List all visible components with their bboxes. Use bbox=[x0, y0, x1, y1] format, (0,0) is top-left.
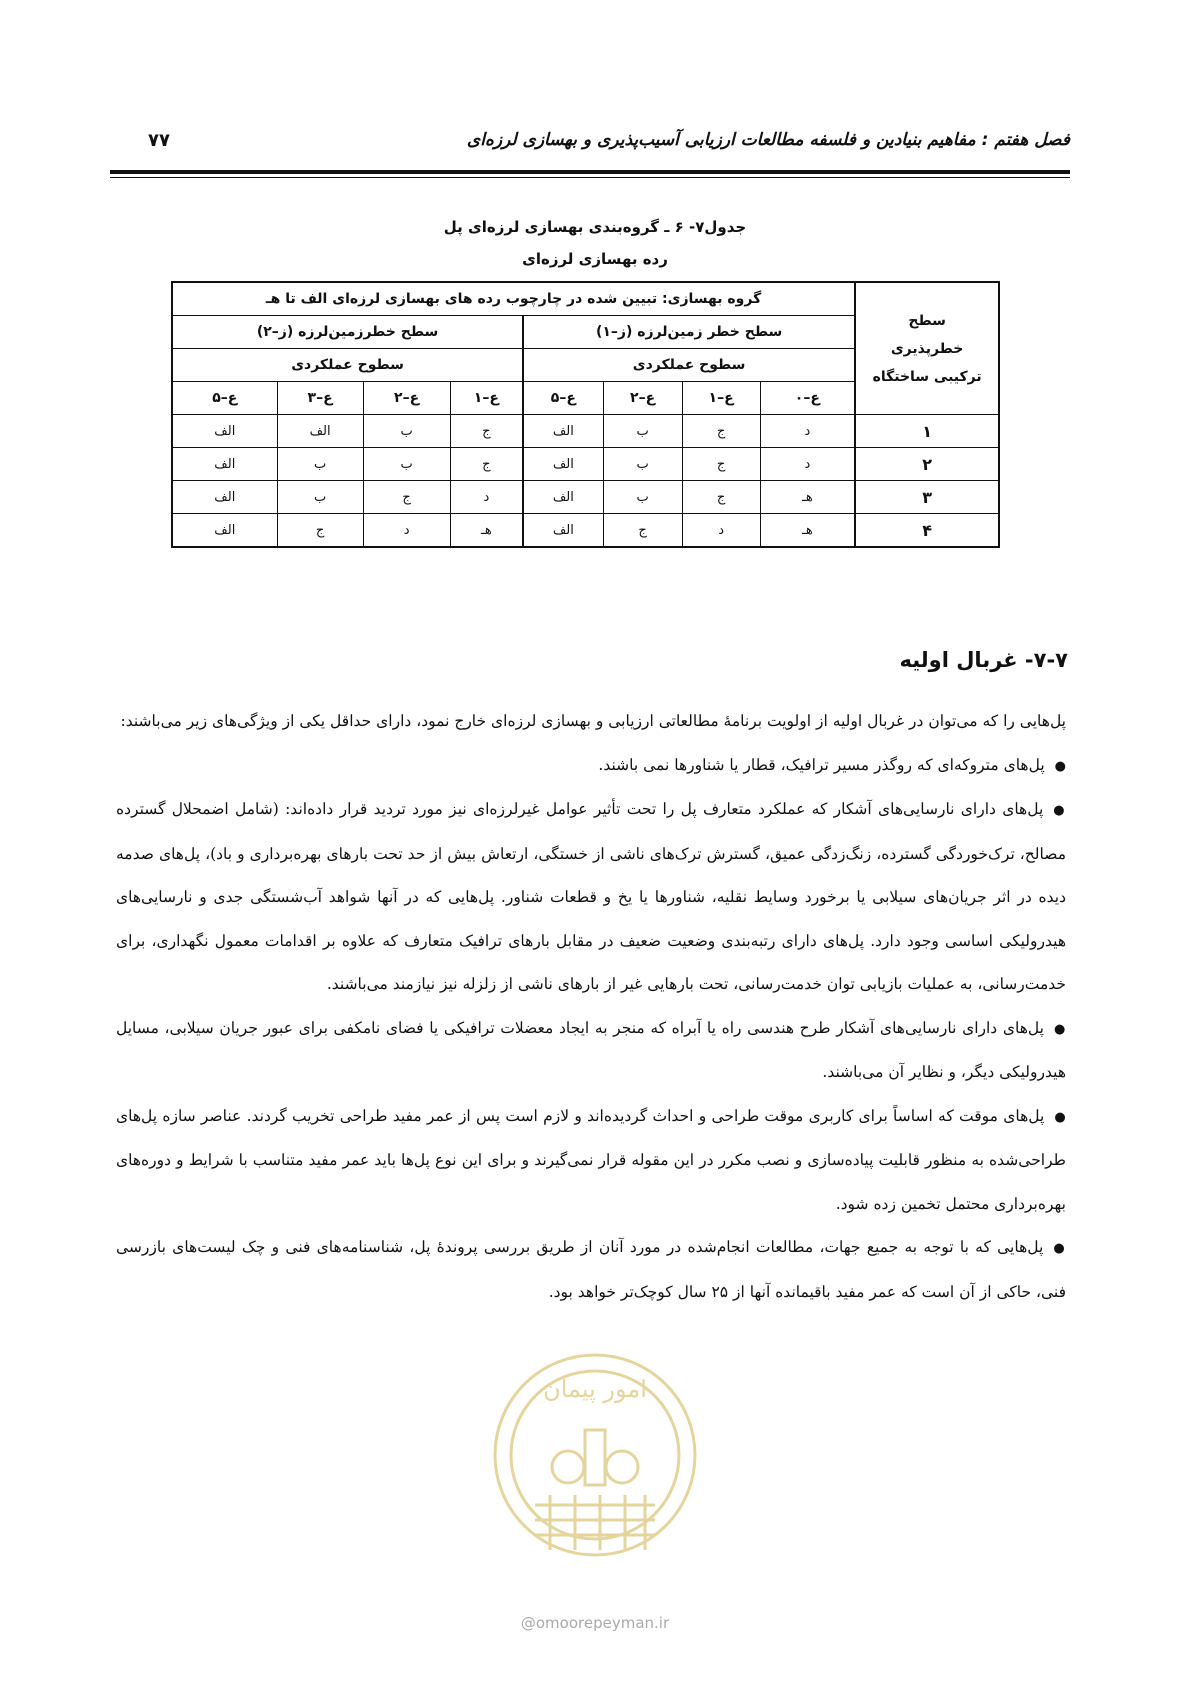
col-header: ع–۲ bbox=[603, 382, 682, 415]
table-row bbox=[172, 514, 999, 548]
col-header: ع–۱ bbox=[682, 382, 760, 415]
list-item-text: پل‌های موقت که اساساً برای کاربری موقت طراحی و احداث گردیده‌اند و لازم است پس از عمر مفید طراحی تخریب گردند. عناصر سازه پل‌های طراحی‌شده به منظور قابلیت پیاده‌سازی و نصب مکرر در این مقوله قرار نمی‌گیرند و برای این نوع پل‌ها باید عمر مفید متناسب با شرایط و دوره‌های بهره‌برداری محتمل تخمین زده شود. bbox=[116, 1106, 1066, 1213]
table-cell: هـ bbox=[760, 514, 855, 548]
list-item bbox=[116, 744, 1066, 789]
watermark-url: @omoorepeyman.ir bbox=[520, 1614, 670, 1632]
bullet-icon: ● bbox=[1054, 758, 1066, 774]
table-cell: د bbox=[363, 514, 450, 548]
table-cell: الف bbox=[277, 415, 363, 448]
row-header-line-2: خطرپذیری bbox=[890, 340, 964, 357]
table-cell: د bbox=[760, 415, 855, 448]
list-item-text: پل‌های دارای نارسایی‌های آشکار طرح هندسی راه یا آبراه که منجر به ایجاد معضلات ترافیکی یا فضای نامکفی برای عبور جریان سیلابی، مسایل هیدرولیکی دیگر، و نظایر آن می‌باشند. bbox=[116, 1018, 1066, 1081]
table-cell: ج bbox=[450, 448, 523, 481]
hazard-level-1-header: سطح خطر زمین‌لرزه (ز–۱) bbox=[523, 316, 855, 349]
watermark-logo bbox=[480, 1335, 710, 1635]
group-header: گروه بهسازی: تبیین شده در چارچوب رده های بهسازی لرزه‌ای الف تا هـ bbox=[172, 282, 855, 316]
row-header-line-1: سطح bbox=[908, 312, 946, 329]
table-cell: ج bbox=[450, 415, 523, 448]
retrofit-category-table bbox=[171, 281, 1000, 548]
intro-paragraph: پل‌هایی را که می‌توان در غربال اولیه از اولویت برنامهٔ مطالعاتی ارزیابی و بهسازی لرزه‌ای خارج نمود، دارای حداقل یکی از ویژگی‌های زیر می‌باشند: bbox=[120, 712, 1066, 730]
bullet-icon: ● bbox=[1053, 1021, 1066, 1037]
hazard-level-2-header: سطح خطرزمین‌لرزه (ز–۲) bbox=[172, 316, 523, 349]
section-heading: ۷-۷- غربال اولیه bbox=[899, 648, 1068, 672]
table-cell: ب bbox=[363, 415, 450, 448]
list-item bbox=[116, 788, 1066, 1007]
performance-levels-1-header: سطوح عملکردی bbox=[523, 349, 855, 382]
table-cell: ج bbox=[277, 514, 363, 548]
chapter-title: فصل هفتم : مفاهیم بنیادین و فلسفه مطالعات ارزیابی آسیب‌پذیری و بهسازی لرزه‌ای bbox=[466, 130, 1070, 150]
row-header-line-3: ترکیبی ساختگاه bbox=[872, 368, 982, 385]
table-cell: هـ bbox=[760, 481, 855, 514]
risk-level-cell: ۳ bbox=[855, 481, 999, 514]
table-cell: الف bbox=[172, 514, 277, 548]
col-header: ع–۲ bbox=[363, 382, 450, 415]
bullet-icon: ● bbox=[1053, 1241, 1067, 1256]
table-cell: ب bbox=[277, 448, 363, 481]
table-cell: د bbox=[682, 514, 760, 548]
bullet-icon: ● bbox=[1053, 803, 1067, 818]
page-header bbox=[110, 130, 1070, 170]
table-cell: الف bbox=[523, 514, 603, 548]
list-item-text: پل‌های دارای نارسایی‌های آشکار که عملکرد متعارف پل را تحت تأثیر عوامل غیرلرزه‌ای نیز مورد تردید قرار داده‌اند: (شامل اضمحلال گسترده مصالح، ترک‌خوردگی گسترده، زنگ‌زدگی عمیق، گسترش ترک‌های ناشی از خستگی، ارتعاش بیش از حد تحت بارهای بهره‌برداری و باد)، پل‌های صدمه دیده در اثر جریان‌های سیلابی یا برخورد وسایط نقلیه، شناورها یا یخ و قطعات شناور. پل‌هایی که در آنها شواهد آب‌شستگی جدی و نارسایی‌های هیدرولیکی اساسی وجود دارد. پل‌های دارای رتبه‌بندی وضعیت ضعیف در مقابل بارهای ترافیک متعارف که علاوه بر اقدامات معمول نگهداری، برای خدمت‌رسانی، به عملیات بازیابی توان خدمت‌رسانی، تحت بارهایی غیر از بارهای ناشی از زلزله نیز نیازمند می‌باشند. bbox=[116, 800, 1066, 993]
list-item-text: پل‌های متروکه‌ای که روگذر مسیر ترافیک، قطار یا شناورها نمی باشند. bbox=[598, 755, 1045, 774]
table-cell: هـ bbox=[450, 514, 523, 548]
table-cell: ب bbox=[603, 415, 682, 448]
table-cell: ج bbox=[682, 415, 760, 448]
row-header bbox=[855, 282, 999, 415]
list-item-text: پل‌هایی که با توجه به جمیع جهات، مطالعات انجام‌شده در مورد آنان از طریق بررسی پروندهٔ پل، شناسنامه‌های فنی و چک لیست‌های بازرسی فنی، حاکی از آن است که عمر مفید باقیمانده آنها از ۲۵ سال کوچک‌تر خواهد بود. bbox=[116, 1238, 1066, 1301]
page-number: ۷۷ bbox=[148, 130, 170, 151]
list-item bbox=[116, 1226, 1066, 1314]
table-cell: ج bbox=[682, 481, 760, 514]
risk-level-cell: ۱ bbox=[855, 415, 999, 448]
bullet-icon: ● bbox=[1054, 1109, 1066, 1125]
risk-level-cell: ۲ bbox=[855, 448, 999, 481]
table-cell: الف bbox=[172, 415, 277, 448]
table-cell: د bbox=[760, 448, 855, 481]
list-item bbox=[116, 1095, 1066, 1227]
table-subcaption: رده بهسازی لرزه‌ای bbox=[522, 250, 668, 268]
table-cell: الف bbox=[172, 448, 277, 481]
table-cell: ب bbox=[363, 448, 450, 481]
table-cell: الف bbox=[523, 481, 603, 514]
table-row bbox=[172, 481, 999, 514]
table-cell: ج bbox=[682, 448, 760, 481]
risk-level-cell: ۴ bbox=[855, 514, 999, 548]
watermark-logo-text: امور پیمان bbox=[543, 1375, 647, 1403]
header-rule-thick bbox=[110, 170, 1070, 174]
table-row bbox=[172, 448, 999, 481]
table-cell: الف bbox=[523, 448, 603, 481]
list-item bbox=[116, 1007, 1066, 1095]
col-header: ع–۰ bbox=[760, 382, 855, 415]
col-header: ع–۳ bbox=[277, 382, 363, 415]
table-cell: ب bbox=[277, 481, 363, 514]
table-cell: ج bbox=[363, 481, 450, 514]
table-cell: د bbox=[450, 481, 523, 514]
table-cell: ج bbox=[603, 514, 682, 548]
performance-levels-2-header: سطوح عملکردی bbox=[172, 349, 523, 382]
table-caption: جدول۷- ۶ ـ گروه‌بندی بهسازی لرزه‌ای پل bbox=[443, 218, 747, 236]
watermark-url-text: omoorepeyman.ir bbox=[535, 1614, 670, 1632]
table-cell: الف bbox=[172, 481, 277, 514]
table-cell: الف bbox=[523, 415, 603, 448]
table-row bbox=[172, 415, 999, 448]
table-cell: ب bbox=[603, 481, 682, 514]
col-header: ع–۵ bbox=[172, 382, 277, 415]
table-cell: ب bbox=[603, 448, 682, 481]
section-body bbox=[116, 700, 1066, 1314]
header-rule-thin bbox=[110, 177, 1070, 178]
col-header: ع–۵ bbox=[523, 382, 603, 415]
col-header: ع–۱ bbox=[450, 382, 523, 415]
